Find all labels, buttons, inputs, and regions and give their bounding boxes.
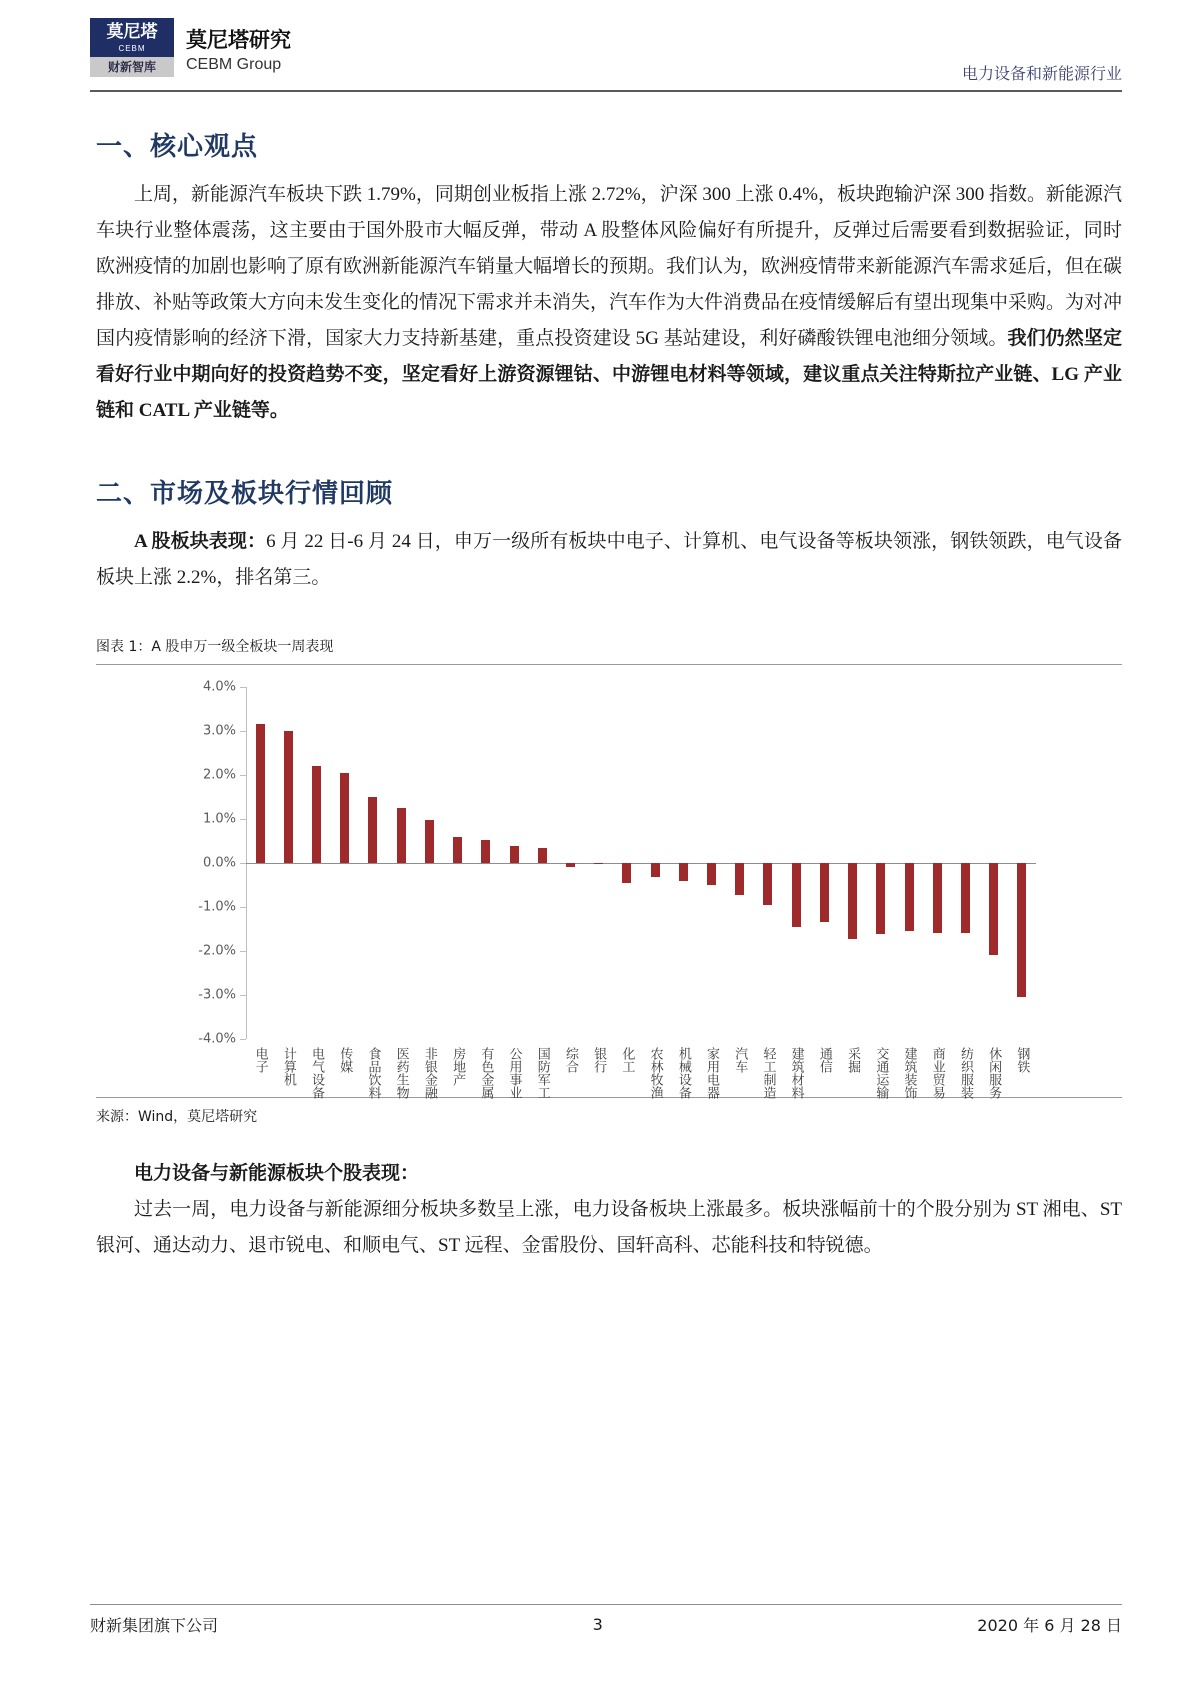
chart-x-tick-label: 轻工制造 [760,1047,776,1099]
chart-x-tick-label: 建筑装饰 [901,1047,917,1099]
chart-bar [284,731,293,863]
chart-bar [312,766,321,863]
chart-bar [481,840,490,863]
chart-x-tick-label: 休闲服务 [986,1047,1002,1099]
chart-bar [848,863,857,939]
stock-performance-title: 电力设备与新能源板块个股表现： [134,1163,420,1184]
chart-x-tick-label: 综合 [562,1047,578,1073]
chart-y-tick-label: 4.0% [202,679,236,695]
chart-bar [933,863,942,933]
chart-x-tick-label: 电子 [252,1047,268,1073]
header-industry-label: 电力设备和新能源行业 [961,64,1122,83]
chart-x-tick-label: 通信 [816,1047,832,1073]
chart-x-tick-label: 钢铁 [1014,1047,1030,1073]
stock-performance-paragraph: 过去一周，电力设备与新能源细分板块多数呈上涨，电力设备板块上涨最多。板块涨幅前十的个股分别为 ST 湘电、ST 银河、通达动力、退市锐电、和顺电气、ST 远程、金雷股份、国轩高科、芯能科技和特锐德。 [96,1199,1122,1256]
chart-bar [735,863,744,895]
logo-mark-sub: 财新智库 [90,57,174,77]
chart-y-tick [240,1039,246,1040]
chart-bar [453,837,462,863]
chart-y-tick-label: -3.0% [198,987,236,1003]
chart-bar [707,863,716,885]
brand-name-cn: 莫尼塔研究 [186,28,291,52]
chart-bar [1017,863,1026,997]
logo-mark-cn: 莫尼塔 [106,22,158,42]
chart-bar [510,846,519,863]
chart-x-tick-label: 食品饮料 [365,1047,381,1099]
chart-y-tick-label: -2.0% [198,943,236,959]
chart-a-share-sector-weekly-performance [96,677,1122,1097]
chart-y-tick-label: -4.0% [198,1031,236,1047]
chart-y-tick-label: 2.0% [202,767,236,783]
chart-y-tick-label: 1.0% [202,811,236,827]
brand-name-en: CEBM Group [186,56,282,73]
chart-x-tick-label: 传媒 [337,1047,353,1073]
chart-y-tick-label: 0.0% [202,855,236,871]
a-share-lead-label: A 股板块表现： [134,531,267,552]
chart-bar [679,863,688,881]
figure-top-divider [96,664,1122,665]
section-one-emphasis: 我们仍然坚定看好行业中期向好的投资趋势不变，坚定看好上游资源锂钴、中游锂电材料等领域，建议重点关注特斯拉产业链、LG 产业链和 CATL 产业链等。 [96,328,1122,421]
chart-x-tick-label: 化工 [619,1047,635,1073]
section-one-paragraph [96,177,1122,429]
chart-x-axis-labels [246,1045,1036,1155]
footer-company: 财新集团旗下公司 [90,1616,219,1635]
chart-bar [961,863,970,933]
a-share-lead-text: 6 月 22 日-6 月 24 日，申万一级所有板块中电子、计算机、电气设备等板块领涨，钢铁领跌，电气设备板块上涨 2.2%，排名第三。 [96,531,1122,588]
chart-x-tick-label: 电气设备 [309,1047,325,1099]
chart-x-tick-label: 采掘 [845,1047,861,1073]
chart-bar [397,808,406,863]
chart-bar [594,863,603,864]
chart-bar [792,863,801,927]
chart-bar [566,863,575,867]
chart-x-tick-label: 医药生物 [393,1047,409,1099]
logo-mark-icon [90,18,174,77]
page-header [78,0,1122,92]
page-footer [78,1604,1122,1636]
chart-x-tick-label: 纺织服装 [957,1047,973,1099]
chart-bar [538,848,547,863]
figure-caption: 图表 1：A 股申万一级全板块一周表现 [96,639,334,655]
chart-x-tick-label: 计算机 [280,1047,296,1086]
chart-x-tick-label: 银行 [591,1047,607,1073]
chart-x-tick-label: 商业贸易 [929,1047,945,1099]
chart-x-tick-label: 公用事业 [506,1047,522,1099]
chart-bar [340,773,349,863]
section-one-text: 上周，新能源汽车板块下跌 1.79%，同期创业板指上涨 2.72%，沪深 300 上涨 0.4%，板块跑输沪深 300 指数。新能源汽车块行业整体震荡，这主要由于国外股市大幅反弹，带动 A 股整体风险偏好有所提升，反弹过后需要看到数据验证，同时欧洲疫情的加剧也影响了原有欧洲新能源汽车销量大幅增长的预期。我们认为，欧洲疫情带来新能源汽车需求延后，但在碳排放、补贴等政策大方向未发生变化的情况下需求并未消失，汽车作为大件消费品在疫情缓解后有望出现集中采购。为对冲国内疫情影响的经济下滑，国家大力支持新基建，重点投资建设 5G 基站建设，利好磷酸铁锂电池细分领域。 [96,184,1123,349]
chart-bar-series [246,687,1036,1039]
chart-x-tick-label: 农林牧渔 [647,1047,663,1099]
chart-bar [651,863,660,877]
chart-bar [256,724,265,863]
footer-date: 2020 年 6 月 28 日 [977,1616,1122,1635]
figure-source: 来源：Wind，莫尼塔研究 [96,1109,258,1125]
chart-x-tick-label: 交通运输 [873,1047,889,1099]
chart-x-tick-label: 房地产 [450,1047,466,1086]
chart-x-tick-label: 非银金融 [421,1047,437,1099]
header-divider [90,90,1122,92]
chart-x-tick-label: 国防军工 [534,1047,550,1099]
chart-bar [622,863,631,883]
brand-text [186,27,291,77]
chart-x-tick-label: 机械设备 [675,1047,691,1099]
chart-x-tick-label: 汽车 [732,1047,748,1073]
logo-mark-cebm: CEBM [118,44,146,53]
footer-page-number: 3 [592,1615,603,1634]
footer-divider [90,1604,1122,1605]
section-one-title: 一、核心观点 [96,132,259,162]
chart-bar [368,797,377,863]
chart-bar [905,863,914,931]
chart-x-tick-label: 建筑材料 [788,1047,804,1099]
chart-y-tick-label: -1.0% [198,899,236,915]
chart-bar [876,863,885,934]
section-two-title: 二、市场及板块行情回顾 [96,479,394,509]
chart-x-tick-label: 家用电器 [704,1047,720,1099]
chart-bar [763,863,772,905]
section-two-paragraph [96,524,1122,596]
chart-bar [820,863,829,922]
brand-logo [90,18,291,77]
chart-y-tick-label: 3.0% [202,723,236,739]
chart-bar [989,863,998,955]
chart-plot-area [246,687,1036,1039]
chart-x-tick-label: 有色金属 [478,1047,494,1099]
chart-bar [425,820,434,863]
